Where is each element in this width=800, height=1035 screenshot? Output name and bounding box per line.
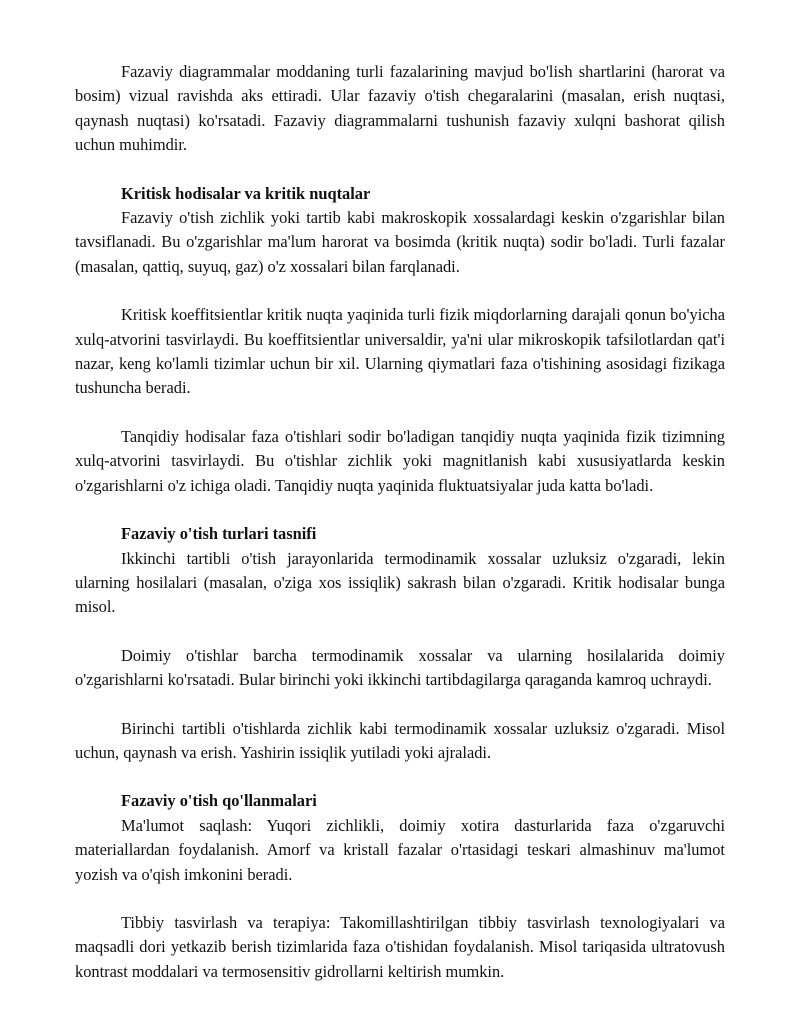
document-page (75, 60, 725, 984)
paragraph-continuous: Doimiy o'tishlar barcha termodinamik xossalar va ularning hosilalarida doimiy o'zgarishlarni ko'rsatadi. Bular birinchi yoki ikkinchi tartibdagilarga qaraganda kamroq uchraydi. (75, 645, 725, 690)
paragraph-second-order: Ikkinchi tartibli o'tish jarayonlarida termodinamik xossalar uzluksiz o'zgaradi, lekin ularning hosilalari (masalan, o'ziga xos issiqlik) sakrash bilan o'zgaradi. Kritik hodisalar bunga misol. (75, 548, 725, 617)
intro-paragraph: Fazaviy diagrammalar moddaning turli fazalarining mavjud bo'lish shartlarini (harorat va bosim) vizual ravishda aks ettiradi. Ular fazaviy o'tish chegaralarini (masalan, erish nuqtasi, qaynash nuqtasi) ko'rsatadi. Fazaviy diagrammalarni tushunish fazaviy xulqni bashorat qilish uchun muhimdir. (75, 62, 725, 155)
paragraph-data-storage: Ma'lumot saqlash: Yuqori zichlikli, doimiy xotira dasturlarida faza o'zgaruvchi materiallardan foydalanish. Amorf va kristall fazalar o'rtasidagi teskari almashinuv ma'lumot yozish va o'qish imkonini beradi. (75, 815, 725, 884)
paragraph-phase-transition-definition: Fazaviy o'tish zichlik yoki tartib kabi makroskopik xossalardagi keskin o'zgarishlar bilan tavsiflanadi. Bu o'zgarishlar ma'lum harorat va bosimda (kritik nuqta) sodir bo'ladi. Turli fazalar (masalan, qattiq, suyuq, gaz) o'z xossalari bilan farqlanadi. (75, 208, 725, 276)
paragraph-first-order: Birinchi tartibli o'tishlarda zichlik kabi termodinamik xossalar uzluksiz o'zgaradi. Misol uchun, qaynash va erish. Yashirin issiqlik yutiladi yoki ajraladi. (75, 718, 725, 762)
section-heading-transition-types: Fazaviy o'tish turlari tasnifi (121, 524, 317, 544)
section-heading-critical-phenomena: Kritisk hodisalar va kritik nuqtalar (121, 183, 371, 203)
paragraph-critical-phenomena: Tanqidiy hodisalar faza o'tishlari sodir bo'ladigan tanqidiy nuqta yaqinida fizik tizimning xulq-atvorini tasvirlaydi. Bu o'tishlar zichlik yoki magnitlanish kabi xususiyatlarda keskin o'zgarishlarni o'z ichiga oladi. Tanqidiy nuqta yaqinida fluktuatsiyalar juda katta bo'ladi. (75, 426, 725, 495)
paragraph-medical-imaging: Tibbiy tasvirlash va terapiya: Takomillashtirilgan tibbiy tasvirlash texnologiyalari va maqsadli dori yetkazib berish tizimlarida faza o'tishidan foydalanish. Misol tariqasida ultratovush kontrast moddalari va termosensitiv gidrollarni keltirish mumkin. (75, 912, 725, 981)
section-heading-applications: Fazaviy o'tish qo'llanmalari (121, 791, 317, 811)
paragraph-critical-exponents: Kritisk koeffitsientlar kritik nuqta yaqinida turli fizik miqdorlarning darajali qonun bo'yicha xulq-atvorini tasvirlaydi. Bu koeffitsientlar universaldir, ya'ni ular mikroskopik tafsilotlardan qat'i nazar, keng ko'lamli tizimlar uchun bir xil. Ularning qiymatlari faza o'tishining asosidagi fizikaga tushuncha beradi. (75, 305, 725, 398)
